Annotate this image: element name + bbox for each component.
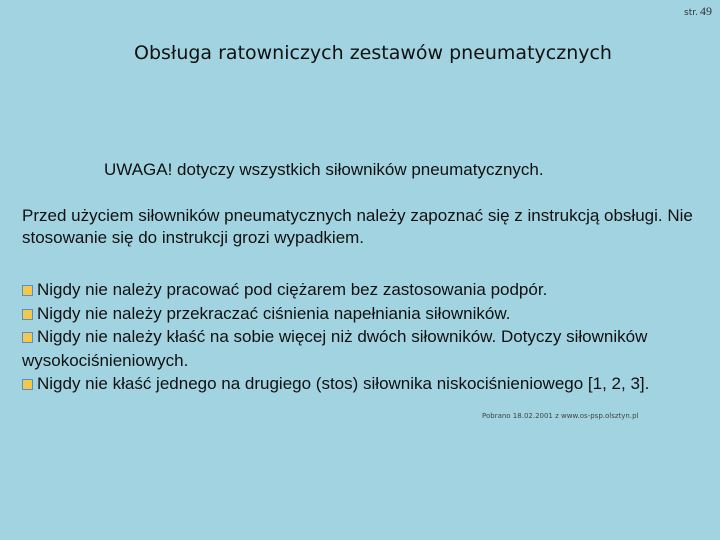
source-note: Pobrano 18.02.2001 z www.os-psp.olsztyn.pl xyxy=(482,412,639,420)
page-number-value: 49 xyxy=(700,4,712,18)
bullet-list xyxy=(22,278,712,396)
bullet-item xyxy=(22,372,712,396)
intro-paragraph: Przed użyciem siłowników pneumatycznych należy zapoznać się z instrukcją obsługi. Nie stosowanie się do instrukcji grozi wypadkiem. xyxy=(22,206,693,247)
bullet-item xyxy=(22,302,712,326)
bullet-text: Nigdy nie kłaść jednego na drugiego (stos) siłownika niskociśnieniowego [1, 2, 3]. xyxy=(37,374,650,393)
bullet-text: Nigdy nie należy przekraczać ciśnienia napełniania siłowników. xyxy=(37,303,511,323)
square-bullet-icon xyxy=(22,379,33,390)
square-bullet-icon xyxy=(22,332,33,343)
bullet-text: Nigdy nie należy kłaść na sobie więcej niż dwóch siłowników. Dotyczy siłowników wysokociśnieniowych. xyxy=(22,327,648,370)
square-bullet-icon xyxy=(22,285,33,296)
page-number xyxy=(684,4,712,19)
bullet-item xyxy=(22,278,712,302)
bullet-item xyxy=(22,325,712,372)
bullet-text: Nigdy nie należy pracować pod ciężarem bez zastosowania podpór. xyxy=(37,280,548,299)
page-label: str. xyxy=(684,8,698,18)
slide-title: Obsługa ratowniczych zestawów pneumatycznych xyxy=(134,42,612,64)
warning-text: UWAGA! dotyczy wszystkich siłowników pneumatycznych. xyxy=(104,160,544,179)
square-bullet-icon xyxy=(22,309,33,320)
